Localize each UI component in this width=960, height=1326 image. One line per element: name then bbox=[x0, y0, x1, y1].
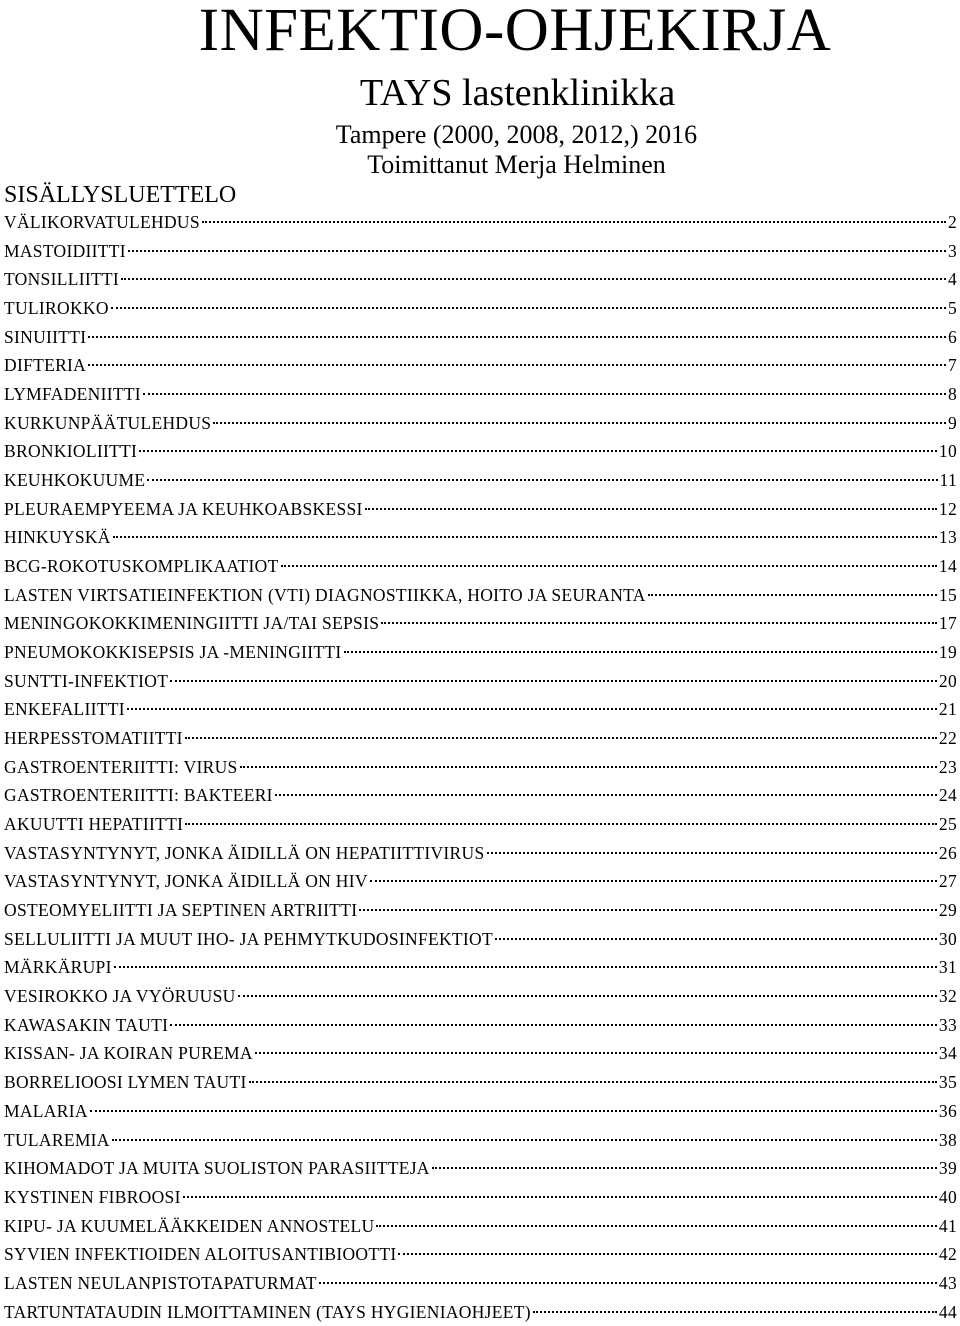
toc-dot-leader bbox=[139, 450, 937, 452]
toc-entry-page-number: 33 bbox=[938, 1014, 957, 1035]
toc-entry[interactable] bbox=[4, 208, 957, 237]
toc-entry-label: VASTASYNTYNYT, JONKA ÄIDILLÄ ON HEPATIITTIVIRUS bbox=[4, 842, 485, 863]
toc-entry-label: LASTEN NEULANPISTOTAPATURMAT bbox=[4, 1272, 317, 1293]
toc-dot-leader bbox=[121, 278, 946, 280]
toc-entry-label: TARTUNTATAUDIN ILMOITTAMINEN (TAYS HYGIENIAOHJEET) bbox=[4, 1301, 531, 1322]
toc-entry-page-number: 40 bbox=[938, 1186, 957, 1207]
toc-entry-page-number: 34 bbox=[938, 1043, 957, 1064]
toc-entry-label: DIFTERIA bbox=[4, 355, 87, 376]
toc-dot-leader bbox=[398, 1253, 936, 1255]
toc-entry-page-number: 32 bbox=[938, 986, 957, 1007]
toc-dot-leader bbox=[143, 393, 946, 395]
toc-entry[interactable] bbox=[4, 867, 957, 896]
toc-dot-leader bbox=[114, 966, 937, 968]
toc-dot-leader bbox=[281, 565, 937, 567]
toc-entry[interactable] bbox=[4, 1240, 957, 1269]
toc-entry[interactable] bbox=[4, 1039, 957, 1068]
toc-dot-leader bbox=[213, 422, 946, 424]
toc-entry[interactable] bbox=[4, 810, 957, 839]
table-of-contents bbox=[4, 208, 957, 1326]
toc-dot-leader bbox=[370, 880, 937, 882]
toc-dot-leader bbox=[185, 823, 937, 825]
document-place-years: Tampere (2000, 2008, 2012,) 2016 bbox=[335, 120, 698, 149]
document-subtitle: TAYS lastenklinikka bbox=[359, 72, 676, 114]
toc-entry-label: VASTASYNTYNYT, JONKA ÄIDILLÄ ON HIV bbox=[4, 871, 368, 892]
toc-entry-page-number: 21 bbox=[938, 699, 957, 720]
toc-dot-leader bbox=[128, 250, 946, 252]
toc-entry-label: BRONKIOLIITTI bbox=[4, 441, 138, 462]
toc-dot-leader bbox=[88, 336, 946, 338]
toc-entry-page-number: 8 bbox=[947, 384, 957, 405]
toc-entry-label: MALARIA bbox=[4, 1100, 88, 1121]
toc-entry-label: VESIROKKO JA VYÖRUUSU bbox=[4, 986, 236, 1007]
toc-dot-leader bbox=[275, 794, 937, 796]
toc-entry-label: KAWASAKIN TAUTI bbox=[4, 1014, 169, 1035]
toc-heading: SISÄLLYSLUETTELO bbox=[4, 182, 237, 208]
toc-dot-leader bbox=[183, 1196, 937, 1198]
toc-entry-label: TULIROKKO bbox=[4, 298, 109, 319]
toc-entry-label: PNEUMOKOKKISEPSIS JA -MENINGIITTI bbox=[4, 642, 342, 663]
toc-entry[interactable] bbox=[4, 839, 957, 868]
toc-entry[interactable] bbox=[4, 982, 957, 1011]
toc-entry-page-number: 11 bbox=[939, 470, 957, 491]
toc-entry[interactable] bbox=[4, 667, 957, 696]
toc-entry[interactable] bbox=[4, 581, 957, 610]
toc-dot-leader bbox=[170, 680, 937, 682]
toc-entry-page-number: 29 bbox=[938, 900, 957, 921]
toc-entry-label: KIHOMADOT JA MUITA SUOLISTON PARASIITTEJA bbox=[4, 1158, 430, 1179]
toc-entry[interactable] bbox=[4, 495, 957, 524]
toc-dot-leader bbox=[432, 1167, 937, 1169]
toc-entry[interactable] bbox=[4, 1068, 957, 1097]
toc-entry-label: BCG-ROKOTUSKOMPLIKAATIOT bbox=[4, 556, 279, 577]
toc-entry-label: SUNTTI-INFEKTIOT bbox=[4, 670, 169, 691]
toc-dot-leader bbox=[344, 651, 937, 653]
toc-entry[interactable] bbox=[4, 1154, 957, 1183]
toc-entry[interactable] bbox=[4, 437, 957, 466]
toc-entry-page-number: 23 bbox=[938, 756, 957, 777]
toc-entry[interactable] bbox=[4, 1097, 957, 1126]
toc-entry[interactable] bbox=[4, 1126, 957, 1155]
toc-entry[interactable] bbox=[4, 953, 957, 982]
toc-dot-leader bbox=[533, 1311, 937, 1313]
toc-dot-leader bbox=[376, 1225, 937, 1227]
toc-entry[interactable] bbox=[4, 753, 957, 782]
toc-entry[interactable] bbox=[4, 237, 957, 266]
toc-entry[interactable] bbox=[4, 351, 957, 380]
toc-entry-page-number: 12 bbox=[938, 498, 957, 519]
toc-dot-leader bbox=[255, 1052, 937, 1054]
toc-entry-page-number: 35 bbox=[938, 1072, 957, 1093]
toc-entry[interactable] bbox=[4, 323, 957, 352]
toc-entry[interactable] bbox=[4, 695, 957, 724]
toc-entry-page-number: 19 bbox=[938, 642, 957, 663]
toc-entry-page-number: 41 bbox=[938, 1215, 957, 1236]
toc-entry[interactable] bbox=[4, 466, 957, 495]
toc-dot-leader bbox=[238, 995, 937, 997]
toc-entry-page-number: 3 bbox=[947, 240, 957, 261]
toc-dot-leader bbox=[127, 708, 937, 710]
toc-dot-leader bbox=[365, 508, 937, 510]
toc-entry[interactable] bbox=[4, 1011, 957, 1040]
toc-entry-label: KEUHKOKUUME bbox=[4, 470, 146, 491]
toc-entry-page-number: 5 bbox=[947, 298, 957, 319]
toc-entry-page-number: 14 bbox=[938, 556, 957, 577]
toc-entry-label: HINKUYSKÄ bbox=[4, 527, 111, 548]
toc-entry-page-number: 10 bbox=[938, 441, 957, 462]
toc-dot-leader bbox=[495, 938, 937, 940]
toc-entry-label: TONSILLIITTI bbox=[4, 269, 120, 290]
toc-dot-leader bbox=[648, 594, 937, 596]
toc-entry[interactable] bbox=[4, 409, 957, 438]
toc-entry[interactable] bbox=[4, 609, 957, 638]
toc-dot-leader bbox=[487, 852, 937, 854]
toc-entry-label: GASTROENTERIITTI: BAKTEERI bbox=[4, 785, 273, 806]
toc-dot-leader bbox=[319, 1282, 937, 1284]
toc-entry-page-number: 27 bbox=[938, 871, 957, 892]
toc-entry[interactable] bbox=[4, 638, 957, 667]
toc-entry-page-number: 43 bbox=[938, 1272, 957, 1293]
toc-entry-page-number: 38 bbox=[938, 1129, 957, 1150]
toc-entry-label: OSTEOMYELIITTI JA SEPTINEN ARTRIITTI bbox=[4, 900, 358, 921]
toc-entry[interactable] bbox=[4, 294, 957, 323]
toc-entry[interactable] bbox=[4, 896, 957, 925]
toc-entry-page-number: 6 bbox=[947, 326, 957, 347]
toc-dot-leader bbox=[170, 1024, 937, 1026]
toc-entry[interactable] bbox=[4, 1183, 957, 1212]
toc-entry-label: TULAREMIA bbox=[4, 1129, 110, 1150]
toc-entry-page-number: 25 bbox=[938, 814, 957, 835]
toc-entry[interactable] bbox=[4, 380, 957, 409]
toc-entry-label: GASTROENTERIITTI: VIRUS bbox=[4, 756, 238, 777]
toc-entry-label: HERPESSTOMATIITTI bbox=[4, 728, 183, 749]
toc-entry-label: MENINGOKOKKIMENINGIITTI JA/TAI SEPSIS bbox=[4, 613, 380, 634]
toc-dot-leader bbox=[147, 479, 937, 481]
toc-entry-page-number: 9 bbox=[947, 412, 957, 433]
toc-dot-leader bbox=[202, 221, 946, 223]
toc-entry-label: BORRELIOOSI LYMEN TAUTI bbox=[4, 1072, 247, 1093]
toc-entry[interactable] bbox=[4, 724, 957, 753]
document-editor: Toimittanut Merja Helminen bbox=[367, 150, 666, 179]
toc-entry-page-number: 7 bbox=[947, 355, 957, 376]
toc-entry-page-number: 44 bbox=[938, 1301, 957, 1322]
toc-dot-leader bbox=[90, 1110, 937, 1112]
toc-entry-label: MASTOIDIITTI bbox=[4, 240, 126, 261]
toc-entry[interactable] bbox=[4, 1298, 957, 1326]
toc-entry-page-number: 4 bbox=[947, 269, 957, 290]
toc-dot-leader bbox=[249, 1081, 937, 1083]
toc-dot-leader bbox=[185, 737, 937, 739]
toc-entry-page-number: 24 bbox=[938, 785, 957, 806]
toc-entry[interactable] bbox=[4, 265, 957, 294]
toc-entry[interactable] bbox=[4, 523, 957, 552]
toc-dot-leader bbox=[111, 307, 946, 309]
toc-entry-page-number: 2 bbox=[947, 212, 957, 232]
toc-entry-page-number: 31 bbox=[938, 957, 957, 978]
toc-entry-label: SINUIITTI bbox=[4, 326, 87, 347]
toc-entry-label: KYSTINEN FIBROOSI bbox=[4, 1186, 181, 1207]
toc-entry[interactable] bbox=[4, 1212, 957, 1241]
toc-entry-label: VÄLIKORVATULEHDUS bbox=[4, 212, 200, 232]
toc-entry-page-number: 15 bbox=[938, 584, 957, 605]
toc-entry-page-number: 26 bbox=[938, 842, 957, 863]
toc-dot-leader bbox=[112, 1139, 937, 1141]
toc-entry-page-number: 39 bbox=[938, 1158, 957, 1179]
toc-entry[interactable] bbox=[4, 552, 957, 581]
toc-entry-page-number: 36 bbox=[938, 1100, 957, 1121]
toc-entry-label: KIPU- JA KUUMELÄÄKKEIDEN ANNOSTELU bbox=[4, 1215, 375, 1236]
toc-dot-leader bbox=[88, 364, 946, 366]
toc-entry-page-number: 20 bbox=[938, 670, 957, 691]
toc-entry-page-number: 42 bbox=[938, 1244, 957, 1265]
toc-entry-page-number: 17 bbox=[938, 613, 957, 634]
document-title: INFEKTIO-OHJEKIRJA bbox=[198, 0, 832, 64]
toc-entry-label: KURKUNPÄÄTULEHDUS bbox=[4, 412, 212, 433]
toc-entry-label: SELLULIITTI JA MUUT IHO- JA PEHMYTKUDOSINFEKTIOT bbox=[4, 928, 493, 949]
toc-entry-page-number: 22 bbox=[938, 728, 957, 749]
toc-entry-page-number: 30 bbox=[938, 928, 957, 949]
toc-dot-leader bbox=[240, 766, 937, 768]
toc-entry[interactable] bbox=[4, 1269, 957, 1298]
toc-entry-label: LYMFADENIITTI bbox=[4, 384, 141, 405]
toc-entry-label: ENKEFALIITTI bbox=[4, 699, 125, 720]
toc-dot-leader bbox=[113, 536, 937, 538]
toc-entry-label: AKUUTTI HEPATIITTI bbox=[4, 814, 184, 835]
toc-dot-leader bbox=[381, 622, 937, 624]
toc-entry-page-number: 13 bbox=[938, 527, 957, 548]
toc-entry-label: MÄRKÄRUPI bbox=[4, 957, 112, 978]
toc-entry-label: KISSAN- JA KOIRAN PUREMA bbox=[4, 1043, 253, 1064]
toc-dot-leader bbox=[359, 909, 936, 911]
toc-entry[interactable] bbox=[4, 781, 957, 810]
toc-entry[interactable] bbox=[4, 925, 957, 954]
toc-entry-label: SYVIEN INFEKTIOIDEN ALOITUSANTIBIOOTTI bbox=[4, 1244, 397, 1265]
toc-entry-label: LASTEN VIRTSATIEINFEKTION (VTI) DIAGNOSTIIKKA, HOITO JA SEURANTA bbox=[4, 584, 646, 605]
toc-entry-label: PLEURAEMPYEEMA JA KEUHKOABSKESSI bbox=[4, 498, 363, 519]
